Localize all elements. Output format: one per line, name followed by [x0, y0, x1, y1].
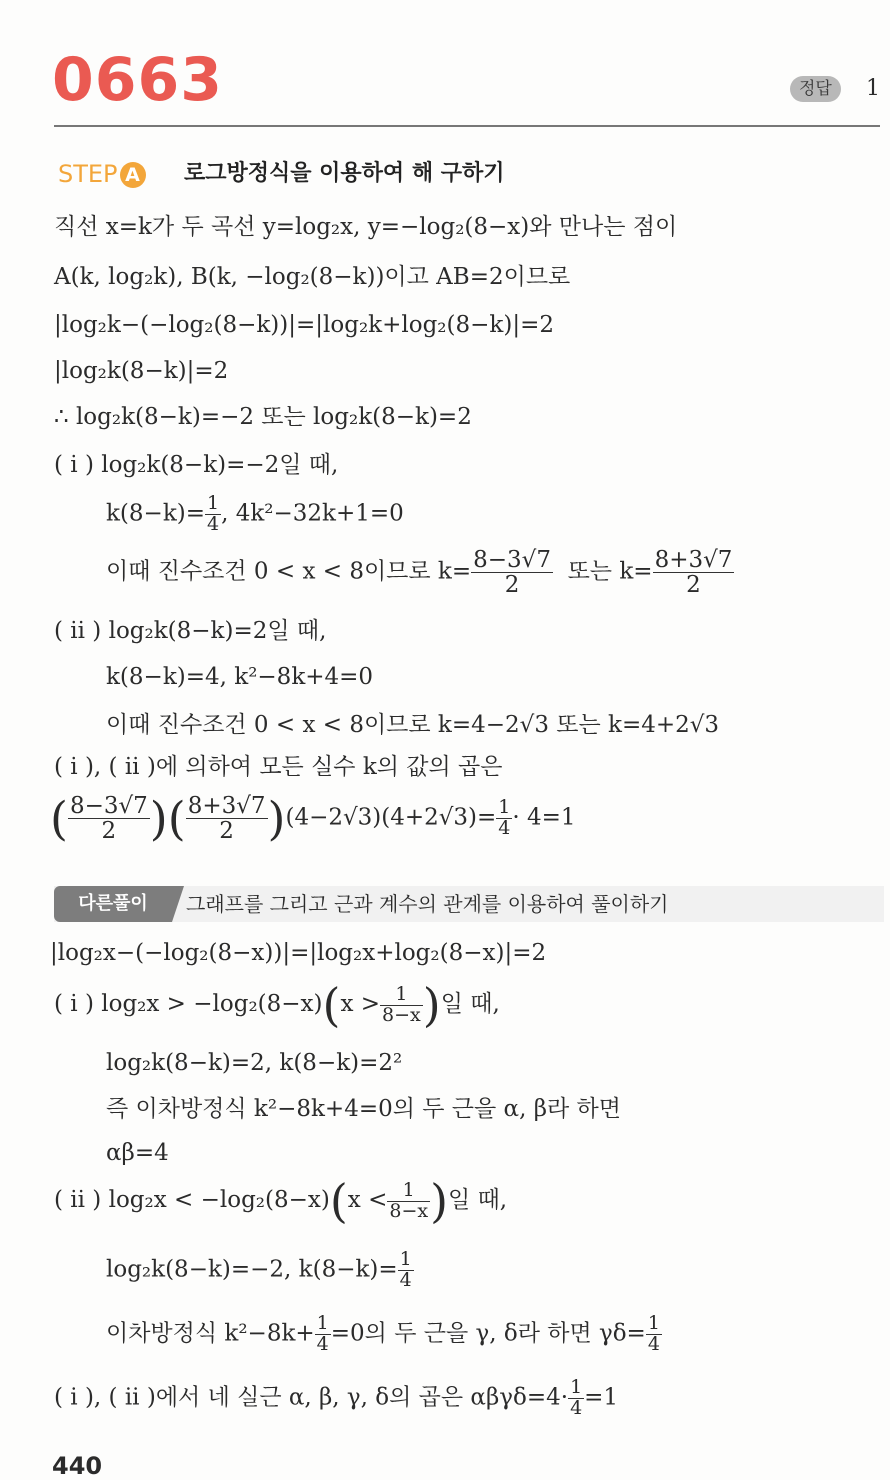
solution-line: log₂k(8−k)=2, k(8−k)=2² [106, 1050, 403, 1076]
answer-badge: 정답 [790, 76, 841, 102]
step-letter-badge: A [120, 162, 146, 188]
solution-line: |log₂k−(−log₂(8−k))|=|log₂k+log₂(8−k)|=2 [54, 312, 554, 338]
fraction: $\frac{1}{4}$ [399, 1248, 412, 1291]
solution-line: 즉 이차방정식 k²−8k+4=0의 두 근을 α, β라 하면 [106, 1096, 621, 1122]
solution-line: 직선 x=k가 두 곡선 y=log₂x, y=−log₂(8−x)와 만나는 점이 [54, 214, 678, 240]
solution-line: αβ=4 [106, 1140, 169, 1166]
fraction: $\frac{1}{4}$ [498, 796, 511, 840]
fraction: $\frac{1}{4}$ [647, 1312, 660, 1355]
step-label: STEP A [58, 160, 146, 188]
conclusion-line: ( i ), ( ii )에서 네 실근 α, β, γ, δ의 곱은 αβγδ=4· $\frac{1}{4}$ =1 [54, 1376, 619, 1419]
fraction: $\frac{1}{4}$ [207, 492, 220, 535]
solution-line: 이때 진수조건 0 < x < 8이므로 k= $\frac{8-3√7}{2}$ 또는 k= $\frac{8+3√7}{2}$ [106, 547, 733, 599]
case-heading: ( i ) log₂k(8−k)=−2일 때, [54, 452, 339, 478]
alt-solution-title: 그래프를 그리고 근과 계수의 관계를 이용하여 풀이하기 [186, 892, 669, 916]
step-title: 로그방정식을 이용하여 해 구하기 [184, 161, 505, 186]
fraction: $\frac{1}{4}$ [316, 1312, 329, 1355]
case-heading: ( ii ) log₂x < −log₂(8−x)(x < $\frac{1}{8-x}$ )일 때, [54, 1174, 508, 1228]
solution-line: ∴ log₂k(8−k)=−2 또는 log₂k(8−k)=2 [54, 404, 472, 430]
case-heading: ( i ) log₂x > −log₂(8−x)(x > $\frac{1}{8-x}$ )일 때, [54, 978, 500, 1032]
problem-number: 0663 [52, 45, 223, 115]
solution-line: 이때 진수조건 0 < x < 8이므로 k=4−2√3 또는 k=4+2√3 [106, 712, 720, 738]
solution-line: ( i ), ( ii )에 의하여 모든 실수 k의 값의 곱은 [54, 754, 503, 780]
fraction: $\frac{8+3√7}{2}$ [654, 547, 733, 599]
answer-value: 1 [866, 76, 880, 101]
solution-line: |log₂k(8−k)|=2 [54, 358, 229, 384]
fraction: $\frac{1}{4}$ [570, 1376, 583, 1419]
solution-line: k(8−k)= $\frac{1}{4}$ , 4k²−32k+1=0 [106, 492, 404, 535]
fraction: $\frac{8+3√7}{2}$ [187, 793, 266, 845]
fraction: $\frac{1}{8-x}$ [382, 982, 421, 1026]
alt-solution-badge: 다른풀이 [54, 886, 172, 922]
fraction: $\frac{8-3√7}{2}$ [69, 793, 148, 845]
fraction: $\frac{8-3√7}{2}$ [473, 547, 551, 599]
header-divider [54, 125, 880, 127]
solution-line: 이차방정식 k²−8k+ $\frac{1}{4}$ =0의 두 근을 γ, δ라 하면 γδ= $\frac{1}{4}$ [106, 1312, 660, 1355]
fraction: $\frac{1}{8-x}$ [389, 1178, 429, 1222]
alt-badge-tail [172, 886, 184, 922]
page-number: 440 [52, 1452, 103, 1480]
solution-line: |log₂x−(−log₂(8−x))|=|log₂x+log₂(8−x)|=2 [50, 940, 547, 966]
product-line: ( $\frac{8-3√7}{2}$ )( $\frac{8+3√7}{2}$ )(4−2√3)(4+2√3)= $\frac{1}{4}$ · 4=1 [50, 791, 576, 846]
solution-line: k(8−k)=4, k²−8k+4=0 [106, 664, 374, 690]
case-heading: ( ii ) log₂k(8−k)=2일 때, [54, 618, 327, 644]
solution-line: log₂k(8−k)=−2, k(8−k)= $\frac{1}{4}$ [106, 1248, 412, 1291]
solution-line: A(k, log₂k), B(k, −log₂(8−k))이고 AB=2이므로 [54, 264, 571, 290]
